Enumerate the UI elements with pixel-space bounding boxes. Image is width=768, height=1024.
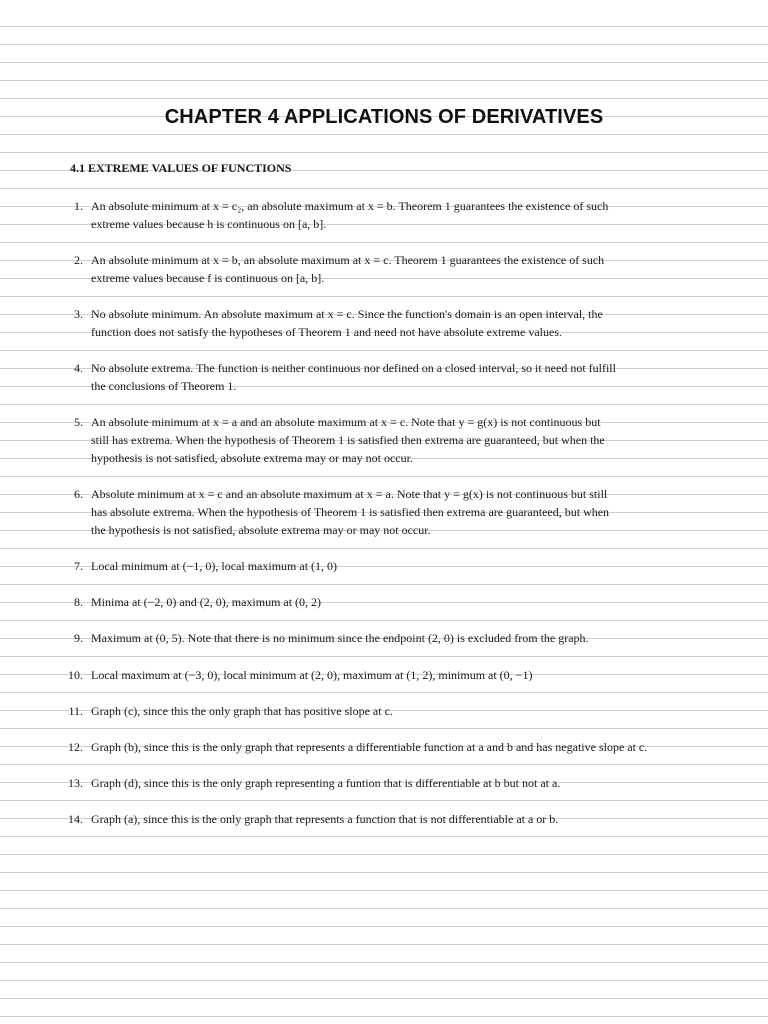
item-text [91,557,681,575]
item-text [91,810,681,828]
item-line: has absolute extrema. When the hypothesis of Theorem 1 is satisfied then extrema are guaranteed, but when [91,505,610,519]
item-line: No absolute minimum. An absolute maximum at x = c. Since the function's domain is an open interval, the [91,307,603,321]
item-line: Graph (a), since this is the only graph that represents a function that is not differentiable at a or b. [91,812,559,826]
item-text [91,702,681,720]
item-line: Local minimum at (−1, 0), local maximum at (1, 0) [91,559,338,573]
item-line: An absolute minimum at x = c₂, an absolute maximum at x = b. Theorem 1 guarantees the existence of such [91,199,609,213]
item-line: Graph (c), since this the only graph that has positive slope at c. [91,704,393,718]
item-text [91,774,681,792]
item-text [91,629,681,647]
item-line: An absolute minimum at x = b, an absolute maximum at x = c. Theorem 1 guarantees the existence of such [91,253,605,267]
item-line: Graph (b), since this is the only graph that represents a differentiable function at a and b and has negative slope at c. [91,740,648,754]
item-number: 14. [68,812,83,826]
item-line: No absolute extrema. The function is neither continuous nor defined on a closed interval, so it need not fulfill [91,361,616,375]
item-number: 2. [74,253,83,267]
item-number: 7. [74,559,83,573]
item-line: still has extrema. When the hypothesis of Theorem 1 is satisfied then extrema are guaranteed, but when the [91,433,605,447]
item-line: extreme values because h is continuous on [a, b]. [91,217,327,231]
item-text [91,305,681,341]
item-number: 1. [74,199,83,213]
item-line: the conclusions of Theorem 1. [91,379,237,393]
item-number: 6. [74,487,83,501]
section-heading: 4.1 EXTREME VALUES OF FUNCTIONS [70,161,292,175]
item-text [91,485,681,539]
item-number: 4. [74,361,83,375]
item-line: the hypothesis is not satisfied, absolute extrema may or may not occur. [91,523,431,537]
item-number: 8. [74,595,83,609]
item-line: hypothesis is not satisfied, absolute extrema may or may not occur. [91,451,413,465]
item-text [91,593,681,611]
item-number: 12. [68,740,83,754]
item-number: 13. [68,776,83,790]
item-number: 5. [74,415,83,429]
item-number: 9. [74,631,83,645]
item-line: An absolute minimum at x = a and an absolute maximum at x = c. Note that y = g(x) is not continuous but [91,415,601,429]
item-line: Minima at (−2, 0) and (2, 0), maximum at (0, 2) [91,595,322,609]
item-text [91,197,681,233]
item-text [91,413,681,467]
item-line: Graph (d), since this is the only graph representing a funtion that is differentiable at b but not at a. [91,776,561,790]
item-text [91,359,681,395]
item-text [91,738,751,756]
item-number: 3. [74,307,83,321]
item-line: Local maximum at (−3, 0), local minimum at (2, 0), maximum at (1, 2), minimum at (0, −1) [91,668,533,682]
chapter-title: CHAPTER 4 APPLICATIONS OF DERIVATIVES [164,106,604,128]
item-number: 11. [68,704,83,718]
item-line: function does not satisfy the hypotheses of Theorem 1 and need not have absolute extreme values. [91,325,562,339]
item-number: 10. [68,668,83,682]
item-line: Maximum at (0, 5). Note that there is no minimum since the endpoint (2, 0) is excluded from the graph. [91,631,589,645]
item-text [91,251,681,287]
item-line: Absolute minimum at x = c and an absolute maximum at x = a. Note that y = g(x) is not continuous but still [91,487,608,501]
item-line: extreme values because f is continuous on [a, b]. [91,271,325,285]
item-text [91,666,681,684]
